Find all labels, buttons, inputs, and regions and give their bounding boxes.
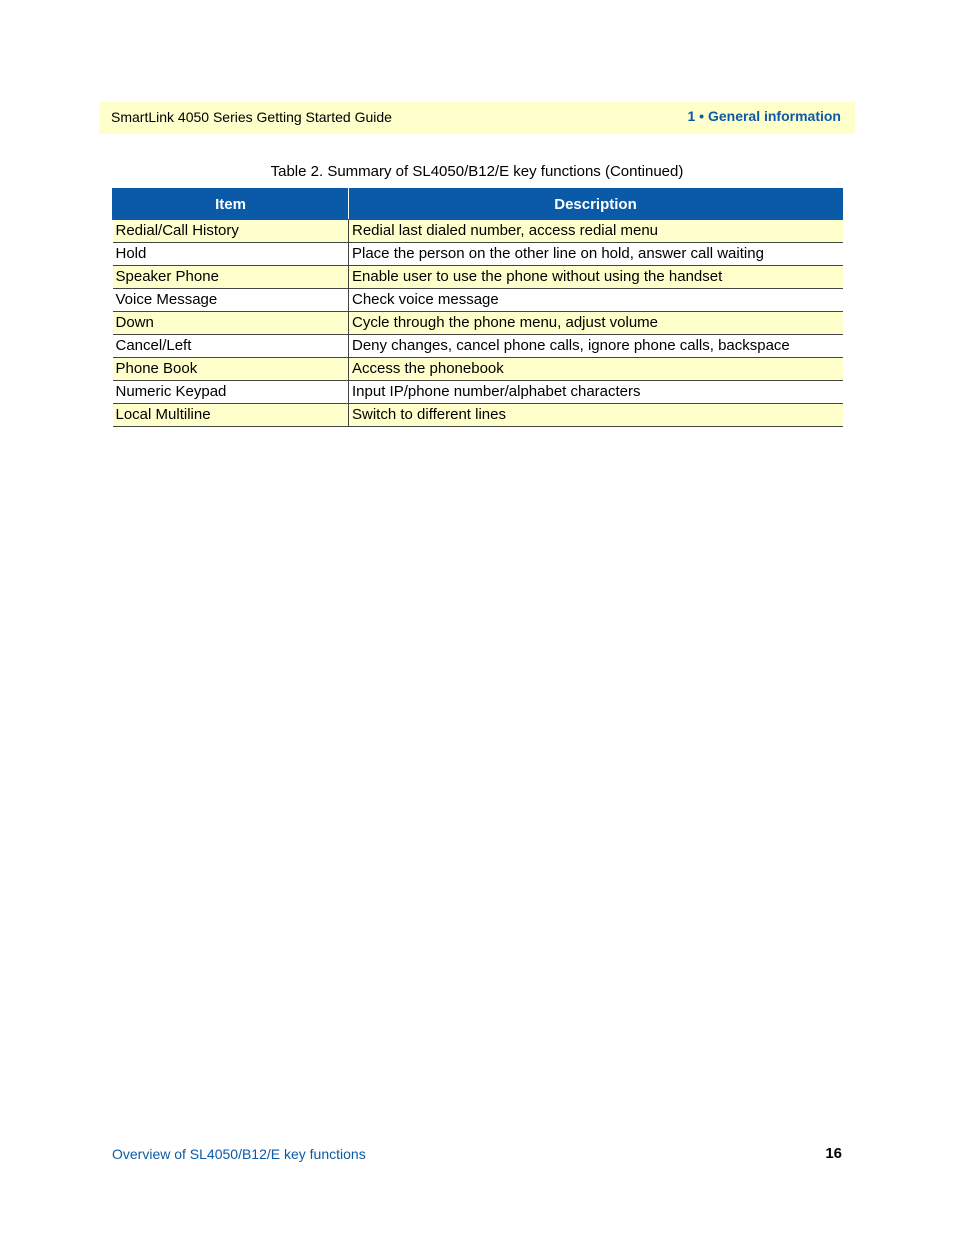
description-cell: Enable user to use the phone without using the handset bbox=[349, 266, 843, 289]
item-cell: Local Multiline bbox=[113, 404, 349, 427]
item-cell: Cancel/Left bbox=[113, 335, 349, 358]
table-row bbox=[113, 266, 843, 289]
column-header-item: Item bbox=[113, 189, 349, 220]
description-cell: Switch to different lines bbox=[349, 404, 843, 427]
item-cell: Numeric Keypad bbox=[113, 381, 349, 404]
description-cell: Redial last dialed number, access redial menu bbox=[349, 220, 843, 243]
item-cell: Down bbox=[113, 312, 349, 335]
description-cell: Input IP/phone number/alphabet characters bbox=[349, 381, 843, 404]
description-cell: Deny changes, cancel phone calls, ignore phone calls, backspace bbox=[349, 335, 843, 358]
table-row bbox=[113, 243, 843, 266]
description-cell: Access the phonebook bbox=[349, 358, 843, 381]
table-row bbox=[113, 289, 843, 312]
table-row bbox=[113, 404, 843, 427]
item-cell: Redial/Call History bbox=[113, 220, 349, 243]
table-row bbox=[113, 335, 843, 358]
item-cell: Hold bbox=[113, 243, 349, 266]
table-row bbox=[113, 358, 843, 381]
guide-title: SmartLink 4050 Series Getting Started Guide bbox=[111, 109, 392, 125]
item-cell: Speaker Phone bbox=[113, 266, 349, 289]
item-cell: Voice Message bbox=[113, 289, 349, 312]
running-header bbox=[99, 102, 855, 134]
footer-section-title: Overview of SL4050/B12/E key functions bbox=[112, 1146, 366, 1162]
table-row bbox=[113, 381, 843, 404]
description-cell: Cycle through the phone menu, adjust volume bbox=[349, 312, 843, 335]
table-row bbox=[113, 220, 843, 243]
description-cell: Check voice message bbox=[349, 289, 843, 312]
table-caption: Table 2. Summary of SL4050/B12/E key functions (Continued) bbox=[270, 163, 684, 180]
table-row bbox=[113, 312, 843, 335]
description-cell: Place the person on the other line on hold, answer call waiting bbox=[349, 243, 843, 266]
page-number: 16 bbox=[825, 1145, 842, 1162]
table-header-row bbox=[113, 189, 843, 220]
key-functions-table bbox=[112, 188, 843, 427]
chapter-title: 1 • General information bbox=[687, 108, 841, 124]
item-cell: Phone Book bbox=[113, 358, 349, 381]
column-header-description: Description bbox=[349, 189, 843, 220]
